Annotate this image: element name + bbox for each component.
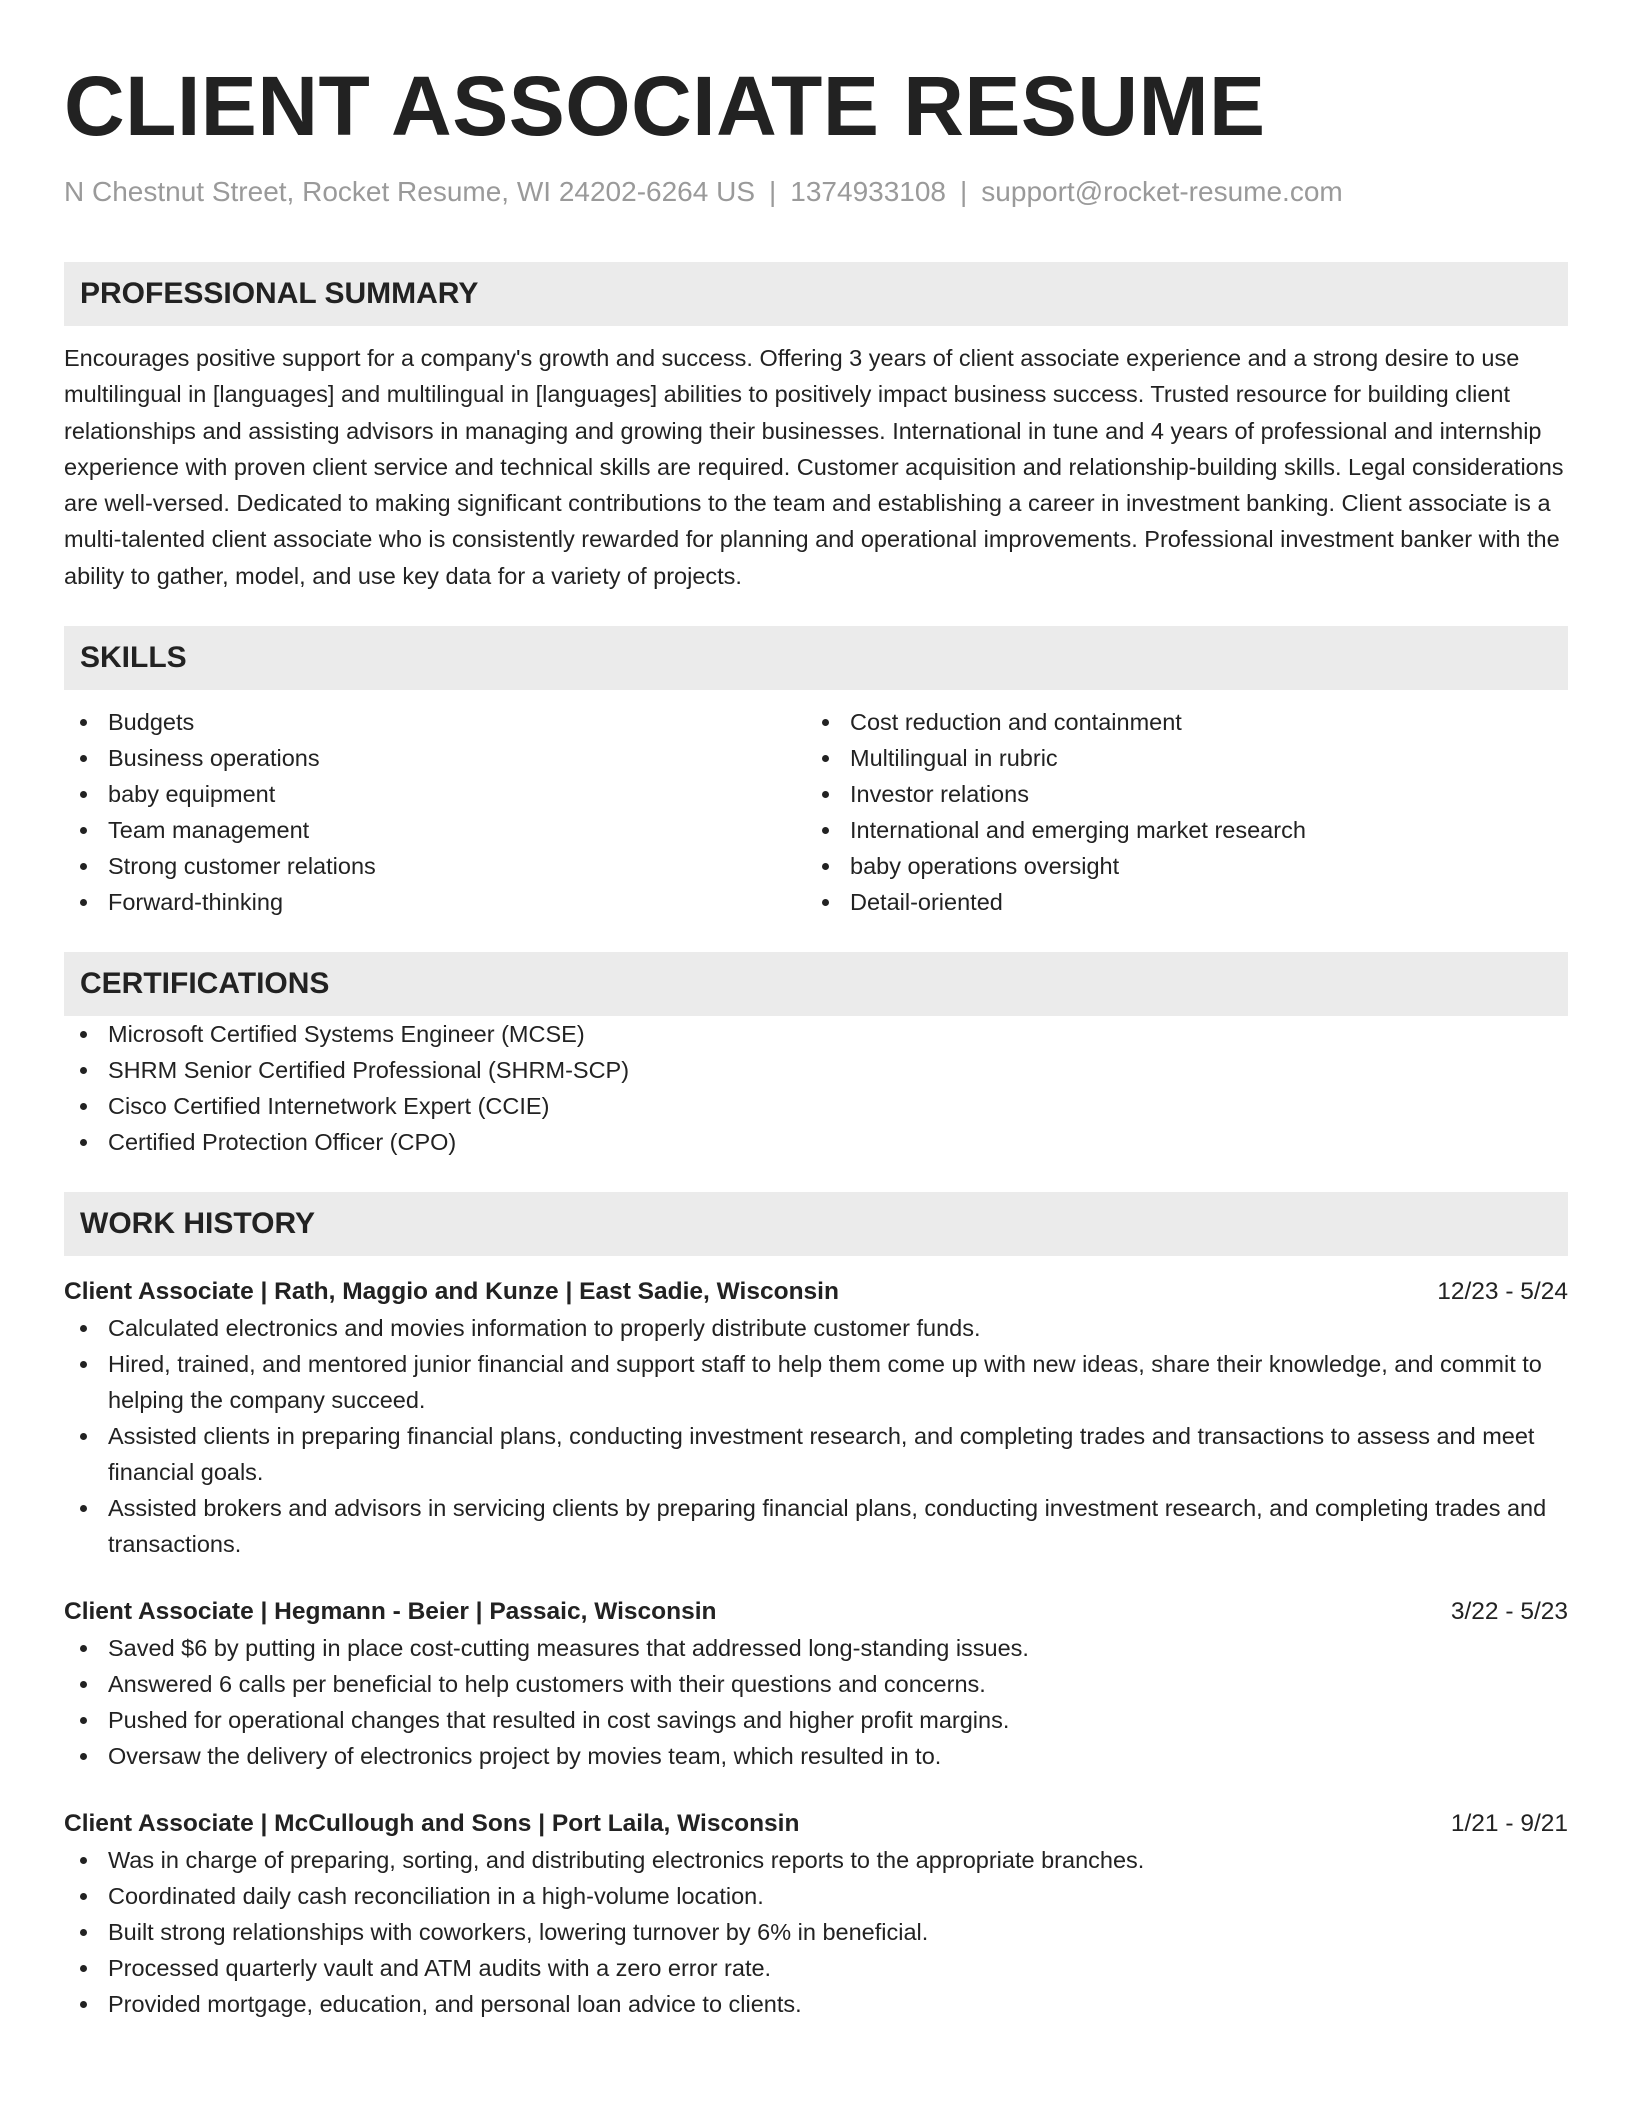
- job-bullet: Hired, trained, and mentored junior financial and support staff to help them come up with new ideas, share their knowledge, and commit to helping the company succeed.: [64, 1346, 1568, 1418]
- job-title: Client Associate | Rath, Maggio and Kunze | East Sadie, Wisconsin: [64, 1278, 839, 1306]
- skill-item: Investor relations: [806, 776, 1548, 812]
- job-dates: 12/23 - 5/24: [1437, 1278, 1568, 1306]
- certification-item: Certified Protection Officer (CPO): [64, 1124, 1568, 1160]
- certification-item: Microsoft Certified Systems Engineer (MCSE): [64, 1016, 1568, 1052]
- contact-line: [64, 174, 1568, 210]
- contact-email: support@rocket-resume.com: [981, 176, 1343, 207]
- summary-text: Encourages positive support for a company's growth and success. Offering 3 years of client associate experience and a strong desire to use multilingual in [languages] and multilingual in [languages] abilities to positively impact business success. Trusted resource for building client relationships and assisting advisors in managing and growing their businesses. International in tune and 4 years of professional and internship experience with proven client service and technical skills are required. Customer acquisition and relationship-building skills. Legal considerations are well-versed. Dedicated to making significant contributions to the team and establishing a career in investment banking. Client associate is a multi-talented client associate who is consistently rewarded for planning and operational improvements. Professional investment banker with the ability to gather, model, and use key data for a variety of projects.: [64, 345, 1564, 589]
- job-header: [64, 1806, 1568, 1842]
- job-dates: 3/22 - 5/23: [1450, 1598, 1568, 1626]
- job-bullet: Built strong relationships with coworkers, lowering turnover by 6% in beneficial.: [64, 1914, 1568, 1950]
- contact-separator: |: [960, 176, 968, 207]
- job-bullet: Pushed for operational changes that resulted in cost savings and higher profit margins.: [64, 1702, 1568, 1738]
- job-bullet: Oversaw the delivery of electronics project by movies team, which resulted in to.: [64, 1738, 1568, 1774]
- job-header: [64, 1274, 1568, 1310]
- job-entry: [64, 1274, 1568, 1562]
- skill-item: Team management: [64, 812, 806, 848]
- job-bullet: Processed quarterly vault and ATM audits with a zero error rate.: [64, 1950, 1568, 1986]
- job-entry: [64, 1806, 1568, 2022]
- job-entry: [64, 1594, 1568, 1774]
- resume-title: CLIENT ASSOCIATE RESUME: [64, 59, 1266, 153]
- job-bullet: Was in charge of preparing, sorting, and distributing electronics reports to the appropriate branches.: [64, 1842, 1568, 1878]
- skill-item: Cost reduction and containment: [806, 704, 1548, 740]
- skill-item: Strong customer relations: [64, 848, 806, 884]
- work-history-heading: WORK HISTORY: [64, 1192, 1568, 1256]
- job-bullets: [64, 1842, 1568, 2022]
- resume-page: [64, 0, 1568, 2022]
- job-dates: 1/21 - 9/21: [1450, 1810, 1568, 1838]
- skills-right-list: [806, 704, 1548, 920]
- job-bullet: Assisted clients in preparing financial plans, conducting investment research, and completing trades and transactions to assess and meet financial goals.: [64, 1418, 1568, 1490]
- certifications-heading: CERTIFICATIONS: [64, 952, 1568, 1016]
- skill-item: Forward-thinking: [64, 884, 806, 920]
- skills-columns: [64, 704, 1568, 920]
- contact-separator: |: [769, 176, 777, 207]
- job-title: Client Associate | Hegmann - Beier | Passaic, Wisconsin: [64, 1598, 717, 1626]
- summary-heading: PROFESSIONAL SUMMARY: [64, 262, 1568, 326]
- job-bullet: Answered 6 calls per beneficial to help customers with their questions and concerns.: [64, 1666, 1568, 1702]
- certification-item: Cisco Certified Internetwork Expert (CCIE): [64, 1088, 1568, 1124]
- contact-phone: 1374933108: [790, 176, 947, 207]
- certifications-list: [64, 1016, 1568, 1160]
- job-bullet: Saved $6 by putting in place cost-cutting measures that addressed long-standing issues.: [64, 1630, 1568, 1666]
- job-bullet: Calculated electronics and movies information to properly distribute customer funds.: [64, 1310, 1568, 1346]
- job-title: Client Associate | McCullough and Sons | Port Laila, Wisconsin: [64, 1810, 800, 1838]
- job-bullet: Assisted brokers and advisors in servicing clients by preparing financial plans, conducting investment research, and completing trades and transactions.: [64, 1490, 1568, 1562]
- skill-item: Detail-oriented: [806, 884, 1548, 920]
- skill-item: baby equipment: [64, 776, 806, 812]
- job-bullet: Coordinated daily cash reconciliation in a high-volume location.: [64, 1878, 1568, 1914]
- job-bullets: [64, 1310, 1568, 1562]
- contact-address: N Chestnut Street, Rocket Resume, WI 24202-6264 US: [64, 176, 755, 207]
- job-header: [64, 1594, 1568, 1630]
- skill-item: International and emerging market research: [806, 812, 1548, 848]
- certification-item: SHRM Senior Certified Professional (SHRM-SCP): [64, 1052, 1568, 1088]
- skills-heading: SKILLS: [64, 626, 1568, 690]
- job-bullet: Provided mortgage, education, and personal loan advice to clients.: [64, 1986, 1568, 2022]
- skill-item: baby operations oversight: [806, 848, 1548, 884]
- skills-left-list: [64, 704, 806, 920]
- skill-item: Budgets: [64, 704, 806, 740]
- job-bullets: [64, 1630, 1568, 1774]
- skill-item: Multilingual in rubric: [806, 740, 1548, 776]
- skill-item: Business operations: [64, 740, 806, 776]
